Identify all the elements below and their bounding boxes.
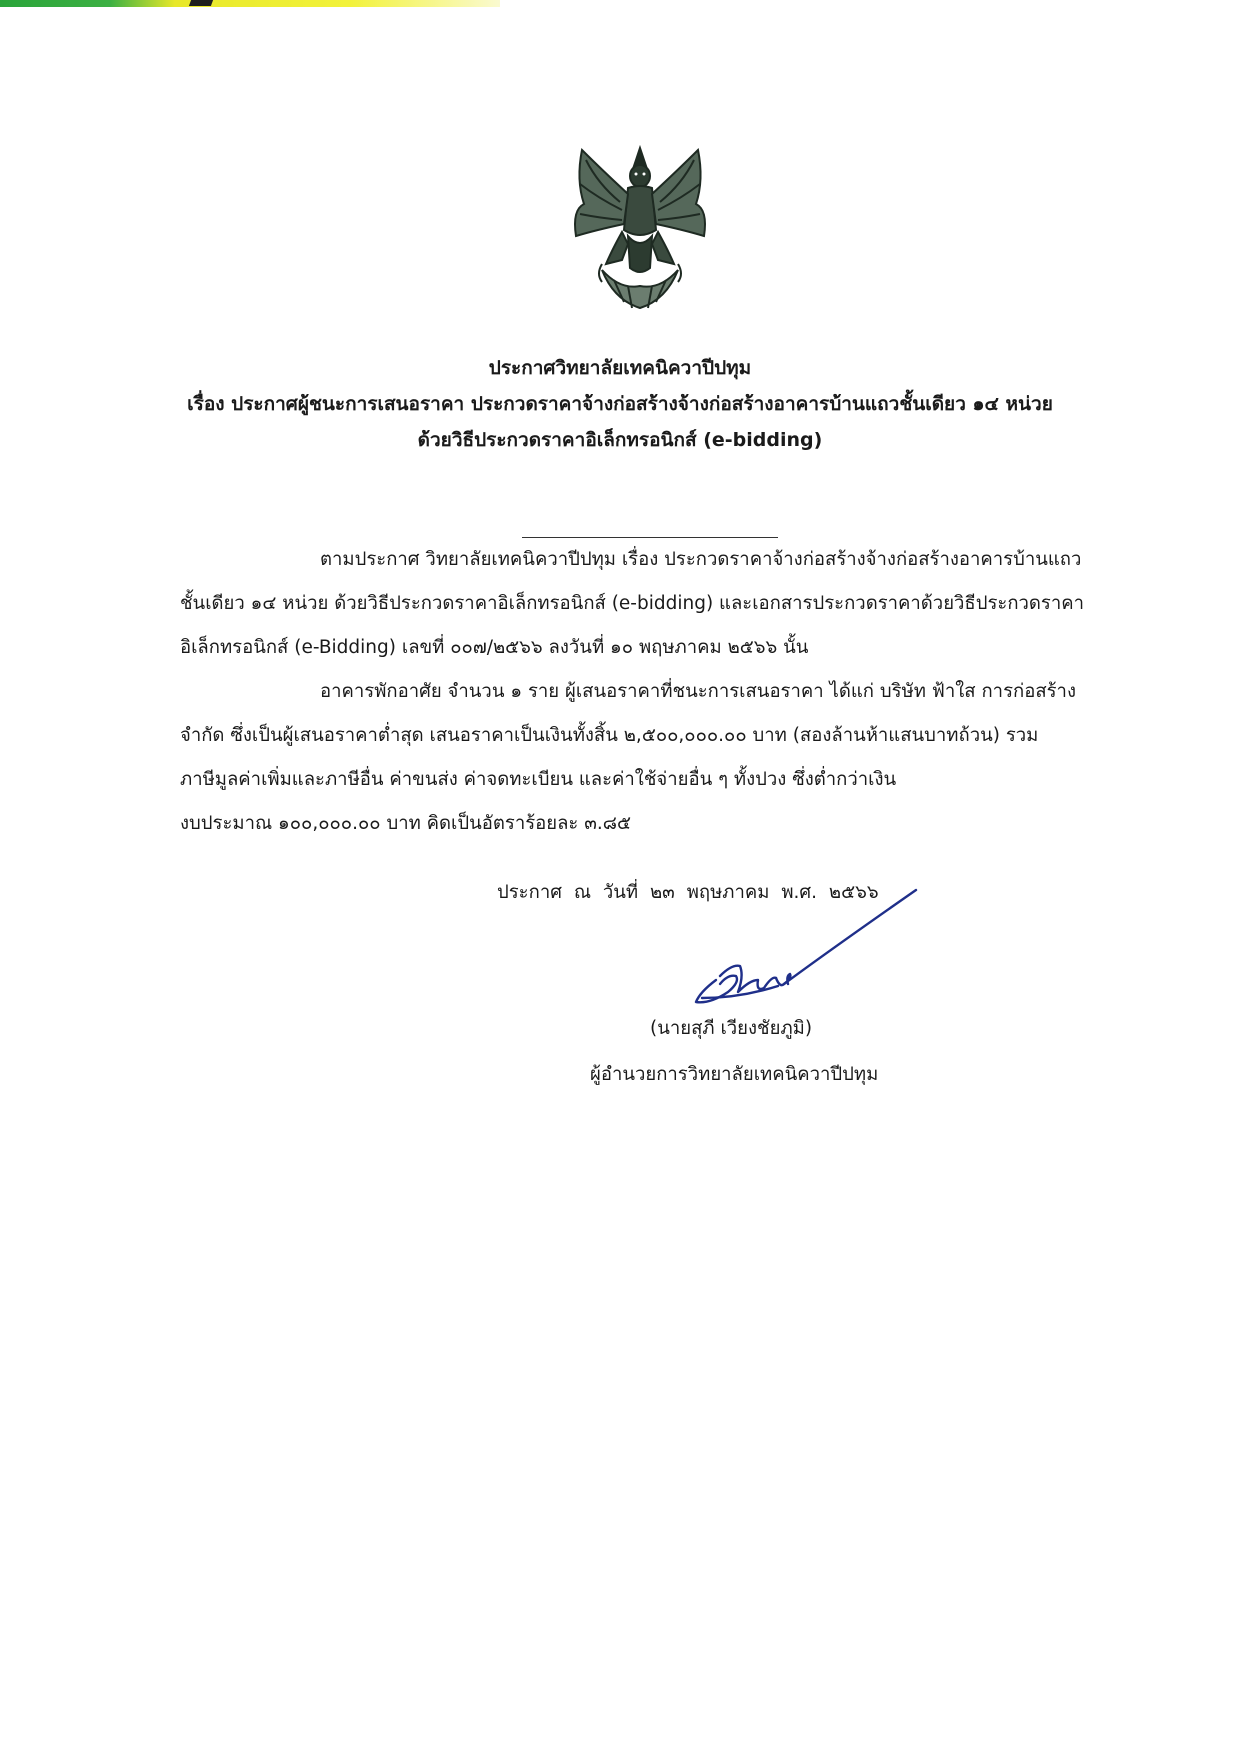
- paragraph-line: อิเล็กทรอนิกส์ (e-Bidding) เลขที่ ๐๐๗/๒๕๖๖ ลงวันที่ ๑๐ พฤษภาคม ๒๕๖๖ นั้น: [180, 637, 809, 658]
- body-paragraph-2: [180, 670, 1100, 846]
- paragraph-line: จำกัด ซึ่งเป็นผู้เสนอราคาต่ำสุด เสนอราคาเป็นเงินทั้งสิ้น ๒,๕๐๐,๐๐๐.๐๐ บาท (สองล้านห้าแสนบาทถ้วน) รวม: [180, 725, 1039, 746]
- header-subject: เรื่อง ประกาศผู้ชนะการเสนอราคา ประกวดราคาจ้างก่อสร้างจ้างก่อสร้างอาคารบ้านแถวชั้นเดียว ๑๔ หน่วย: [187, 393, 1053, 415]
- paragraph-line: อาคารพักอาศัย จำนวน ๑ ราย ผู้เสนอราคาที่ชนะการเสนอราคา ได้แก่ บริษัท ฟ้าใส การก่อสร้าง: [320, 681, 1076, 702]
- announcement-date: ประกาศ ณ วันที่ ๒๓ พฤษภาคม พ.ศ. ๒๕๖๖: [497, 882, 879, 903]
- paragraph-line: ชั้นเดียว ๑๔ หน่วย ด้วยวิธีประกวดราคาอิเล็กทรอนิกส์ (e-bidding) และเอกสารประกวดราคาด้วยวิธีประกวดราคา: [180, 593, 1085, 614]
- corner-color-strip: [0, 0, 500, 7]
- body-paragraph-1: [180, 538, 1100, 670]
- signer-name: (นายสุภี เวียงชัยภูมิ): [650, 1018, 813, 1039]
- signer-title: ผู้อำนวยการวิทยาลัยเทคนิควาปีปทุม: [590, 1064, 879, 1085]
- paragraph-line: ภาษีมูลค่าเพิ่มและภาษีอื่น ค่าขนส่ง ค่าจดทะเบียน และค่าใช้จ่ายอื่น ๆ ทั้งปวง ซึ่งต่ำกว่าเงิน: [180, 769, 897, 790]
- paragraph-line: ตามประกาศ วิทยาลัยเทคนิควาปีปทุม เรื่อง ประกวดราคาจ้างก่อสร้างจ้างก่อสร้างอาคารบ้านแถว: [320, 549, 1082, 570]
- handwritten-signature: [680, 880, 920, 1020]
- header-title: ประกาศวิทยาลัยเทคนิควาปีปทุม: [488, 357, 752, 379]
- header-method: ด้วยวิธีประกวดราคาอิเล็กทรอนิกส์ (e-bidding): [417, 429, 823, 451]
- paragraph-line: งบประมาณ ๑๐๐,๐๐๐.๐๐ บาท คิดเป็นอัตราร้อยละ ๓.๘๕: [180, 813, 632, 834]
- garuda-emblem-icon: [562, 140, 718, 316]
- announcement-header: [150, 350, 1090, 458]
- corner-mark: [189, 0, 213, 6]
